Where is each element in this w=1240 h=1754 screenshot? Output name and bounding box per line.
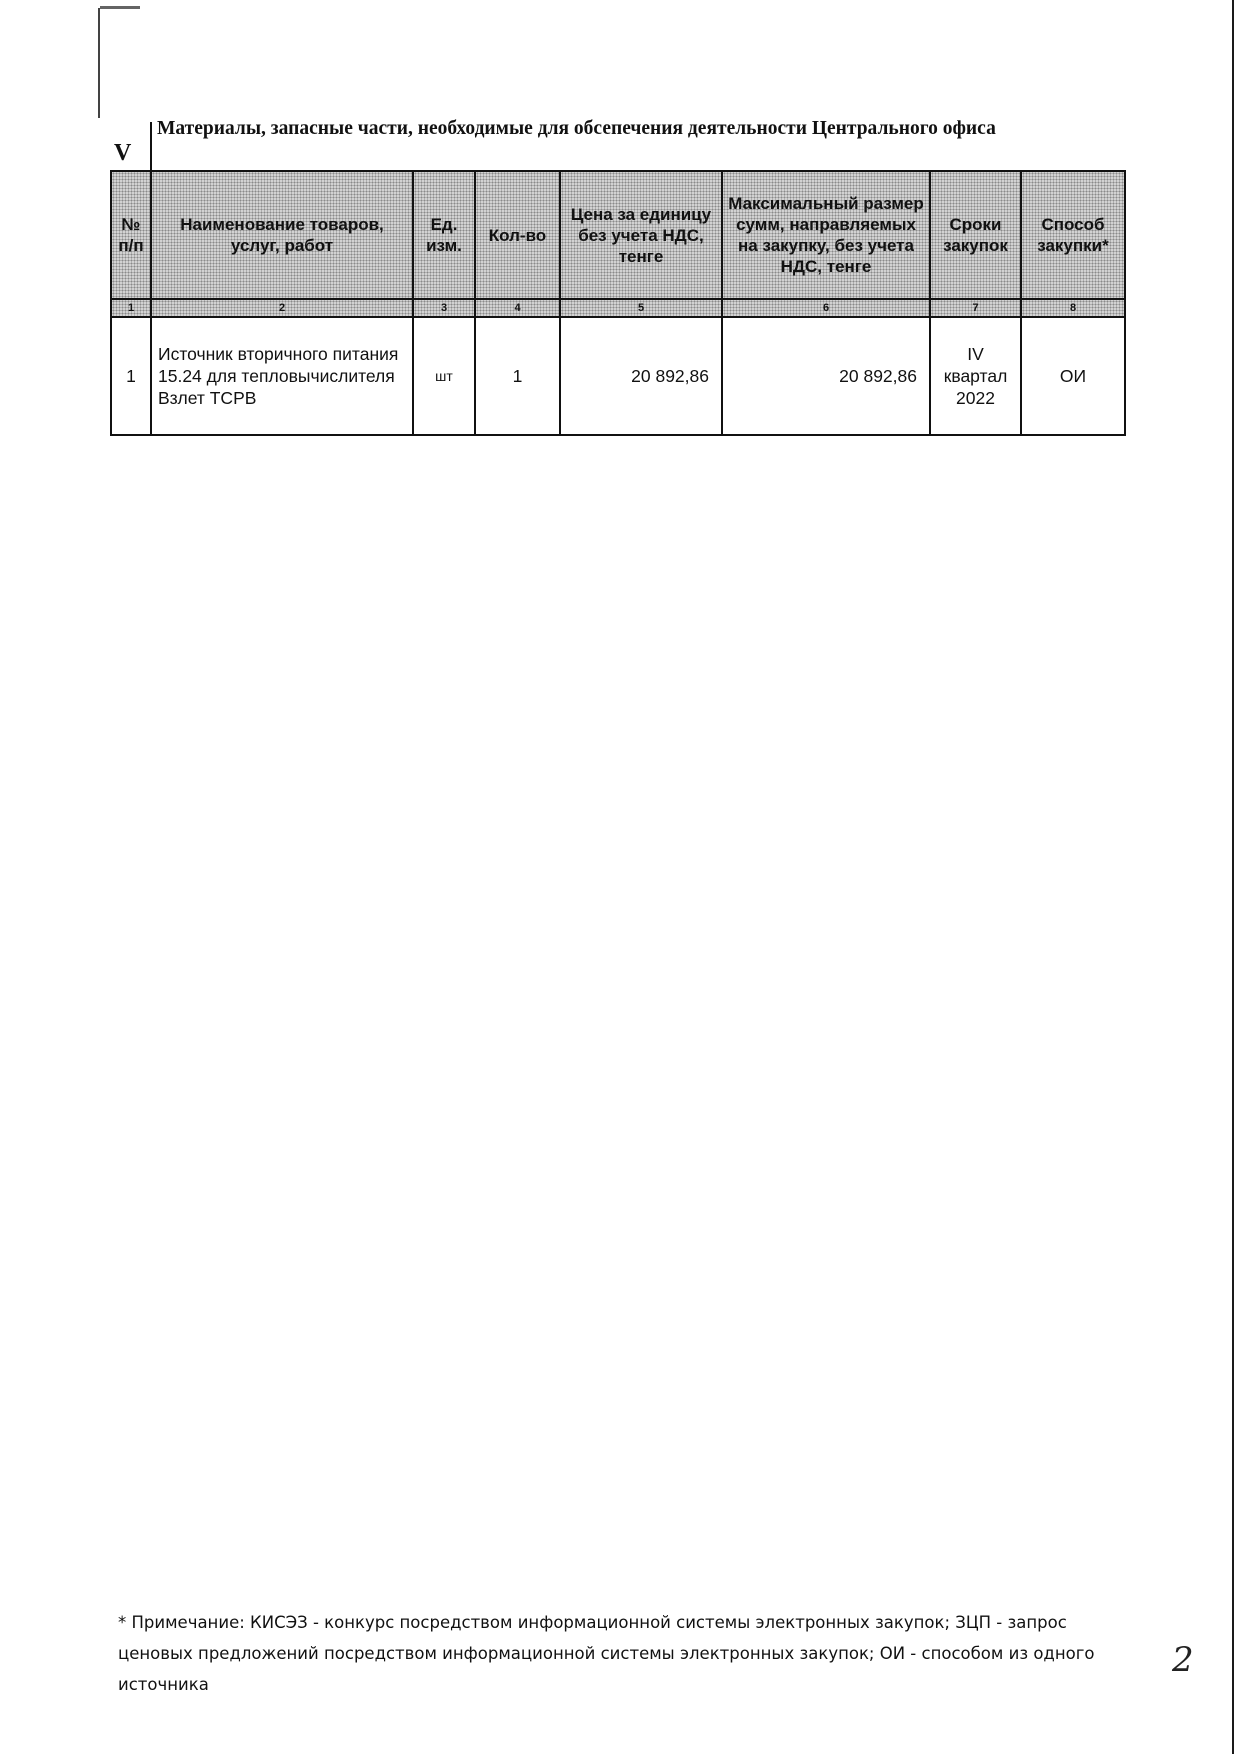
scan-edge-right <box>1232 0 1234 1754</box>
header-item-name: Наименование товаров, услуг, работ <box>151 171 413 299</box>
section-title: Материалы, запасные части, необходимые для обсепечения деятельности Центрального офиса <box>157 118 996 139</box>
header-quantity: Кол-во <box>475 171 560 299</box>
column-number: 3 <box>413 299 475 317</box>
column-number: 2 <box>151 299 413 317</box>
header-index: № п/п <box>111 171 151 299</box>
footnote: * Примечание: КИСЭЗ - конкурс посредством информационной системы электронных закупок; ЗЦП - запрос ценовых предложений посредством информационной системы электронных закупок; ОИ - способом из одного источника <box>118 1613 1095 1694</box>
scan-edge-top <box>100 6 140 9</box>
table-row <box>111 317 1125 435</box>
column-number: 8 <box>1021 299 1125 317</box>
table-header-row <box>111 171 1125 299</box>
row-period: IV квартал 2022 <box>930 317 1021 435</box>
procurement-table <box>110 170 1126 436</box>
column-number: 6 <box>722 299 930 317</box>
column-number: 7 <box>930 299 1021 317</box>
column-number-row <box>111 299 1125 317</box>
row-method: ОИ <box>1021 317 1125 435</box>
header-period: Сроки закупок <box>930 171 1021 299</box>
row-item-name: Источник вторичного питания 15.24 для тепловычислителя Взлет ТСРВ <box>151 317 413 435</box>
row-max-amount: 20 892,86 <box>722 317 930 435</box>
header-unit-price: Цена за единицу без учета НДС, тенге <box>560 171 722 299</box>
header-method: Способ закупки* <box>1021 171 1125 299</box>
section-number: V <box>114 140 132 166</box>
column-number: 4 <box>475 299 560 317</box>
header-unit: Ед. изм. <box>413 171 475 299</box>
row-unit: шт <box>413 317 475 435</box>
row-index: 1 <box>111 317 151 435</box>
header-max-amount: Максимальный размер сумм, направляемых на закупку, без учета НДС, тенге <box>722 171 930 299</box>
scan-edge-left <box>98 8 100 118</box>
row-quantity: 1 <box>475 317 560 435</box>
column-number: 1 <box>111 299 151 317</box>
page-number: 2 <box>1172 1640 1194 1680</box>
row-unit-price: 20 892,86 <box>560 317 722 435</box>
column-number: 5 <box>560 299 722 317</box>
